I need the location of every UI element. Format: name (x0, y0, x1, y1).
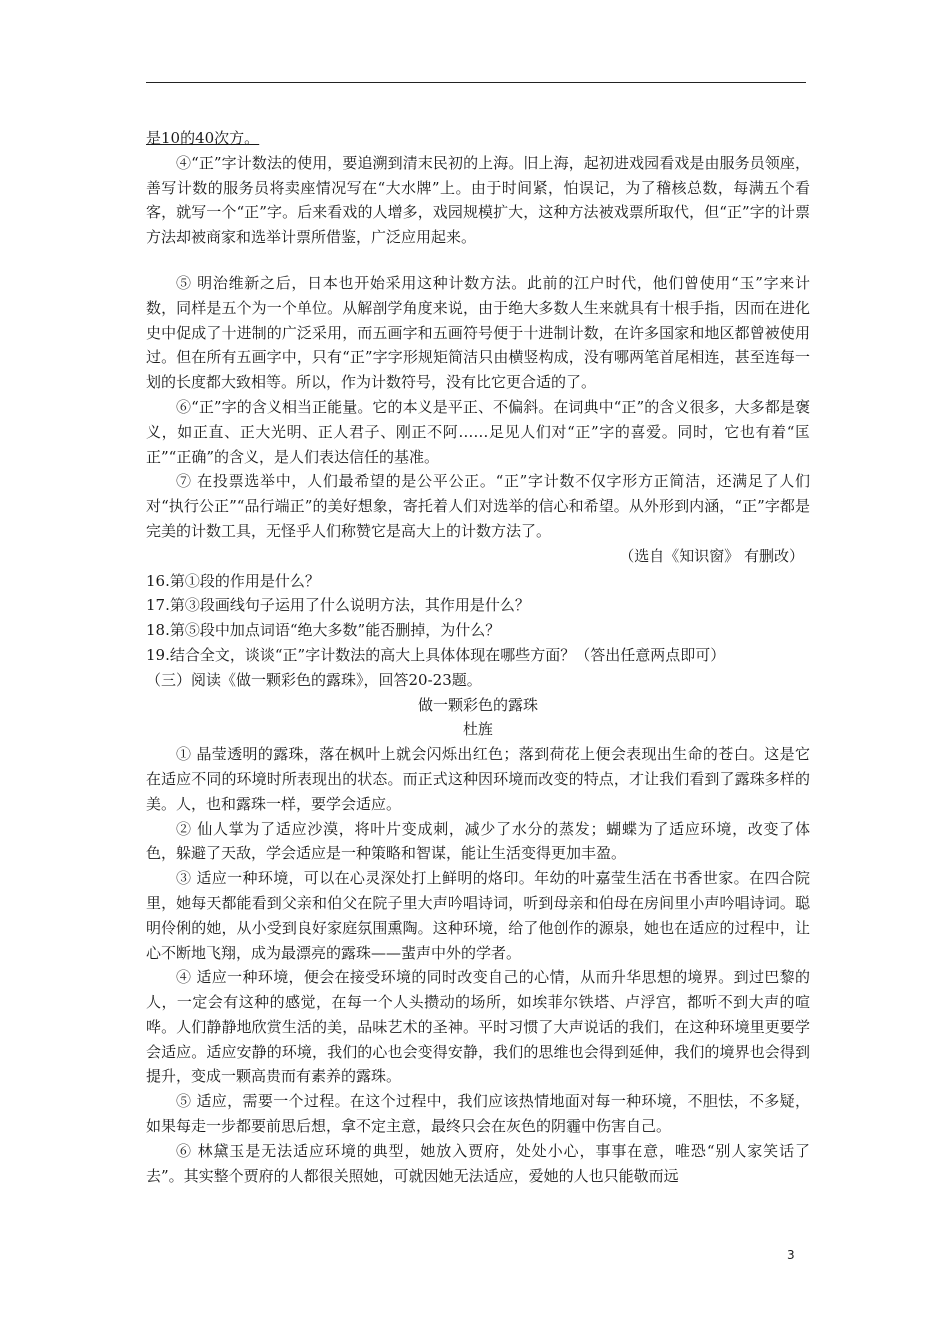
article2-paragraph-5: ⑤ 适应，需要一个过程。在这个过程中，我们应该热情地面对每一种环境，不胆怯，不多疑，如果每走一步都要前思后想，拿不定主意，最终只会在灰色的阴霾中伤害自己。 (146, 1092, 810, 1136)
article2-title: 做一颗彩色的露珠 (417, 695, 538, 714)
section-3-heading: （三）阅读《做一颗彩色的露珠》，回答20-23题。 (146, 670, 482, 689)
paragraph-gap (146, 250, 810, 271)
article2-paragraph-2: ② 仙人掌为了适应沙漠，将叶片变成刺，减少了水分的蒸发；蝴蝶为了适应环境，改变了体色，躲避了天敌，学会适应是一种策略和智谋，能让生活变得更加丰盈。 (146, 819, 810, 863)
article2-author: 杜旌 (462, 720, 493, 739)
article2-paragraph-3: ③ 适应一种环境，可以在心灵深处打上鲜明的烙印。年幼的叶嘉莹生活在书香世家。在四合院里，她每天都能看到父亲和伯父在院子里大声吟唱诗词，听到母亲和伯母在房间里小声吟唱诗词。聪明伶俐的她，从小受到良好家庭氛围熏陶。这种环境，给了他创作的源泉，她也在适应的过程中，让心不断地飞翔，成为最漂亮的露珠——蜚声中外的学者。 (146, 869, 810, 962)
question-17: 17.第③段画线句子运用了什么说明方法，其作用是什么？ (146, 596, 530, 615)
article1-source-credit: （选自《知识窗》 有删改） (619, 546, 804, 565)
article2-paragraph-1: ① 晶莹透明的露珠，落在枫叶上就会闪烁出红色；落到荷花上便会表现出生命的苍白。这是它在适应不同的环境时所表现出的状态。而正式这种因环境而改变的特点，才让我们看到了露珠多样的美。人，也和露珠一样，要学会适应。 (146, 745, 810, 813)
carryover-line: 是10的40次方。 (146, 129, 260, 147)
article1-paragraph-7: ⑦ 在投票选举中，人们最希望的是公平公正。“正”字计数不仅字形方正简洁，还满足了人们对“执行公正”“品行端正”的美好想象，寄托着人们对选举的信心和希望。从外形到内涵，“正”字都是完美的计数工具，无怪乎人们称赞它是高大上的计数方法了。 (146, 472, 810, 540)
article2-paragraph-4: ④ 适应一种环境，便会在接受环境的同时改变自己的心情，从而升华思想的境界。到过巴黎的人，一定会有这种的感觉，在每一个人头攒动的场所，如埃菲尔铁塔、卢浮宫，都听不到大声的喧哗。人们静静地欣赏生活的美，品味艺术的圣神。平时习惯了大声说话的我们，在这种环境里更要学会适应。适应安静的环境，我们的心也会变得安静，我们的思维也会得到延伸，我们的境界也会得到提升，变成一颗高贵而有素养的露珠。 (146, 968, 810, 1086)
header-rule (146, 82, 806, 83)
article1-paragraph-6: ⑥“正”字的含义相当正能量。它的本义是平正、不偏斜。在词典中“正”的含义很多，大多都是褒义，如正直、正大光明、正人君子、刚正不阿……足见人们对“正”字的喜爱。同时，它也有着“匡正”“正确”的含义，是人们表达信任的基准。 (146, 397, 810, 466)
article1-paragraph-5: ⑤ 明治维新之后，日本也开始采用这种计数方法。此前的江户时代，他们曾使用“玉”字来计数，同样是五个为一个单位。从解剖学角度来说，由于绝大多数人生来就具有十根手指，因而在进化史中促成了十进制的广泛采用，而五画字和五画符号便于十进制计数，在许多国家和地区都曾被使用过。但在所有五画字中，只有“正”字字形规矩简洁只由横竖构成，没有哪两笔首尾相连，甚至连每一划的长度都大致相等。所以，作为计数符号，没有比它更合适的了。 (146, 273, 810, 392)
question-18: 18.第⑤段中加点词语“绝大多数”能否删掉，为什么？ (146, 621, 501, 640)
question-19: 19.结合全文，谈谈“正”字计数法的高大上具体体现在哪些方面？（答出任意两点即可） (146, 645, 726, 664)
page-number: 3 (787, 1248, 795, 1262)
question-16: 16.第①段的作用是什么？ (146, 571, 320, 590)
page-content (146, 126, 810, 1188)
article1-paragraph-4: ④“正”字计数法的使用，要追溯到清末民初的上海。旧上海，起初进戏园看戏是由服务员领座，善写计数的服务员将卖座情况写在“大水牌”上。由于时间紧，怕误记，为了稽核总数，每满五个看客，就写一个“正”字。后来看戏的人增多，戏园规模扩大，这种方法被戏票所取代，但“正”字的计票方法却被商家和选举计票所借鉴，广泛应用起来。 (146, 153, 810, 247)
article2-paragraph-6: ⑥ 林黛玉是无法适应环境的典型，她放入贾府，处处小心，事事在意，唯恐“别人家笑话了去”。其实整个贾府的人都很关照她，可就因她无法适应，爱她的人也只能敬而远 (146, 1141, 810, 1185)
